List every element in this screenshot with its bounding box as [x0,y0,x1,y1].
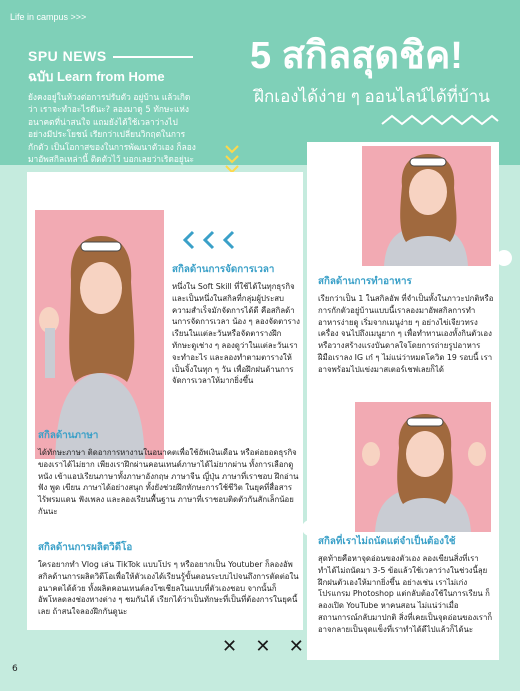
photo-girl-waving [35,210,164,459]
section-title: สกิลที่เราไม่ถนัดแต่จำเป็นต้องใช้ [318,536,456,547]
section-title: สกิลด้านการผลิตวิดีโอ [38,542,133,553]
photo-girl-peace-sign [355,402,491,532]
right-card [307,142,499,660]
zigzag-decoration [380,112,500,128]
section-body: หนึ่งใน Soft Skill ที่ใช้ได้ในทุกธุรกิจ และเป็นหนึ่งในสกิลที่กลุ่มผู้ประสบความสำเร็จมักจัดการได้ดี คือสกิลด้านการจัดการเวลา น้อง ๆ ลองจัดตารางเรียนในแต่ละวันหรือจัดตารางฝึกทักษะดูเช่าง ๆ ลองดูว่าในแต่ละวันเราจะทำอะไร และลองทำตามตารางให้เป็นจิ้งในทุก ๆ วัน เพื่อฝึกฝนด้านการจัดการเวลาให้มากยิ่งขึ้น [172,282,300,386]
title-underline [113,56,193,58]
section-video [38,540,300,618]
x-marks-decoration: ✕ ✕ ✕ [222,636,310,657]
hero-title: 5 สกิลสุดชิค! [250,35,463,77]
girl-illustration [355,402,491,532]
page-number: 6 [12,664,18,674]
girl-illustration [362,146,491,266]
section-cooking [318,274,494,376]
arrows-left-icon [181,228,243,252]
news-subtitle: ฉบับ Learn from Home [28,69,165,84]
section-title: สกิลด้านภาษา [38,430,99,441]
section-body: สุดท้ายคือหาจุดอ่อนของตัวเอง ลองเขียนสิ่งที่เราทำได้ไม่ถนัดมา 3-5 ข้อแล้วใช้เวลาว่างในช่วงนี้ลุยฝึกฝนตัวเองให้มากยิ่งขึ้น อย่างเช่น เราไม่เก่งโปรแกรม Photoshop แต่กลับต้องใช้ในการเรียน ก็ลองเปิด YouTube หาคนสอน ไม่แน่ว่าเมื่อสถานการณ์กลับมาปกติ สิ่งที่เคยเป็นจุดอ่อนของเราก็อาจกลายเป็นจุดแข็งที่เราทำได้ดีไปแล้วก็ได้นะ [318,554,493,634]
news-title: SPU NEWS [28,48,107,64]
section-body: ใครอยากทำ Vlog เล่น TikTok แบบโปร ๆ หรืออยากเป็น Youtuber ก็ลองอัพสกิลด้านการผลิตวิดีโอเพื่อให้ตัวเองได้เรียนรู้ขั้นตอนระบบไปจนถึงการตัดต่อในอนาคตได้ด้วย ทั้งผลิตคอนเทนต์ลงโซเชียลในแบบที่ตัวเองชอบ จากนั้นก็อัพโหลดลงช่องทางต่าง ๆ ชมกันได้ เรียกได้ว่าเป็นทักษะที่เป็นที่ต้องการในยุคนี้เลย ถ้าสนใจลองฝึกกันดูนะ [38,560,299,617]
section-language [38,428,300,518]
section-title: สกิลด้านการจัดการเวลา [172,264,275,275]
section-body: ได้ทักษะภาษา ติดอาการหางานในอนาคตเพื่อใช้อัพเงินเดือน หรือต่อยอดธุรกิจของเราได้ไม่ยาก เพียงเราฝึกผ่านคอนเทนต์ภาษาได้ไม่ยากผ่าน ทั้งการเลือกดูหนัง เข้าแอปเรียนภาษาทั้งภาษาอังกฤษ ภาษาจีน ญี่ปุ่น ภาษาที่เราชอบ ฝึกอ่าน ฟัง พูด เขียน ภาษาได้อย่างสนุก ทั้งยังช่วยฝึกทักษะการใช้ชีวิต ในยุคที่สื่อสารไร้พรมแดน ฟังเพลง และลองเรียนพื้นฐาน ภาษาที่เราชอบติดตัวกันสักเล็กน้อยกันนะ [38,448,299,516]
news-heading [28,46,196,65]
news-intro [28,46,196,170]
left-card [27,172,303,630]
section-weakness [318,534,494,636]
section-breadcrumb: Life in campus >>> [10,12,87,22]
section-title: สกิลด้านการทำอาหาร [318,276,412,287]
photo-girl-smiling [362,146,491,266]
section-body: เรียกว่าเป็น 1 ในสกิลอัพ ที่จำเป็นทั้งในภาวะปกติหรือการกักตัวอยู่บ้านแบบนี้เราลองมาอัพสกิลการทำอาหารง่ายดู เริ่มจากเมนูง่าย ๆ อย่างไข่เจียวทรงเครื่อง จนไปถึงเมนูยาก ๆ เพื่อทำทานเองทั้งกินตัวเองหรือวางสร้างแรงบันดาลใจโดยการถ่ายรูปอาหารฝีมือเราลง IG เก๋ ๆ ไม่แน่ว่าหมดโควิด 19 รอบนี้ เราอาจพร้อมไปแข่งมาสเตอร์เชฟเลยก็ได้ [318,294,494,374]
news-body: ยังคงอยู่ในห้วงต่อการปรับตัว อยู่บ้าน แล้วเกิดว่า เราจะทำอะไรดีนะ? ลองมาดู 5 ทักษะแห่งอนาคตที่น่าสนใจ แถมยังได้ใช้เวลาว่างไปอย่างมีประโยชน์ เรียกว่าเปลี่ยนวิกฤตในการกักตัว เป็นโอกาสของในการพัฒนาตัวเอง ก็ลองมาอัพสกิลเหล่านี้ ติดตัวไว้ บอกเลยว่าเริดอยู่นะ [28,92,196,165]
hero-subtitle: ฝึกเองได้ง่าย ๆ ออนไลน์ได้ที่บ้าน [254,87,490,106]
girl-illustration [35,210,164,459]
section-time [172,262,300,387]
